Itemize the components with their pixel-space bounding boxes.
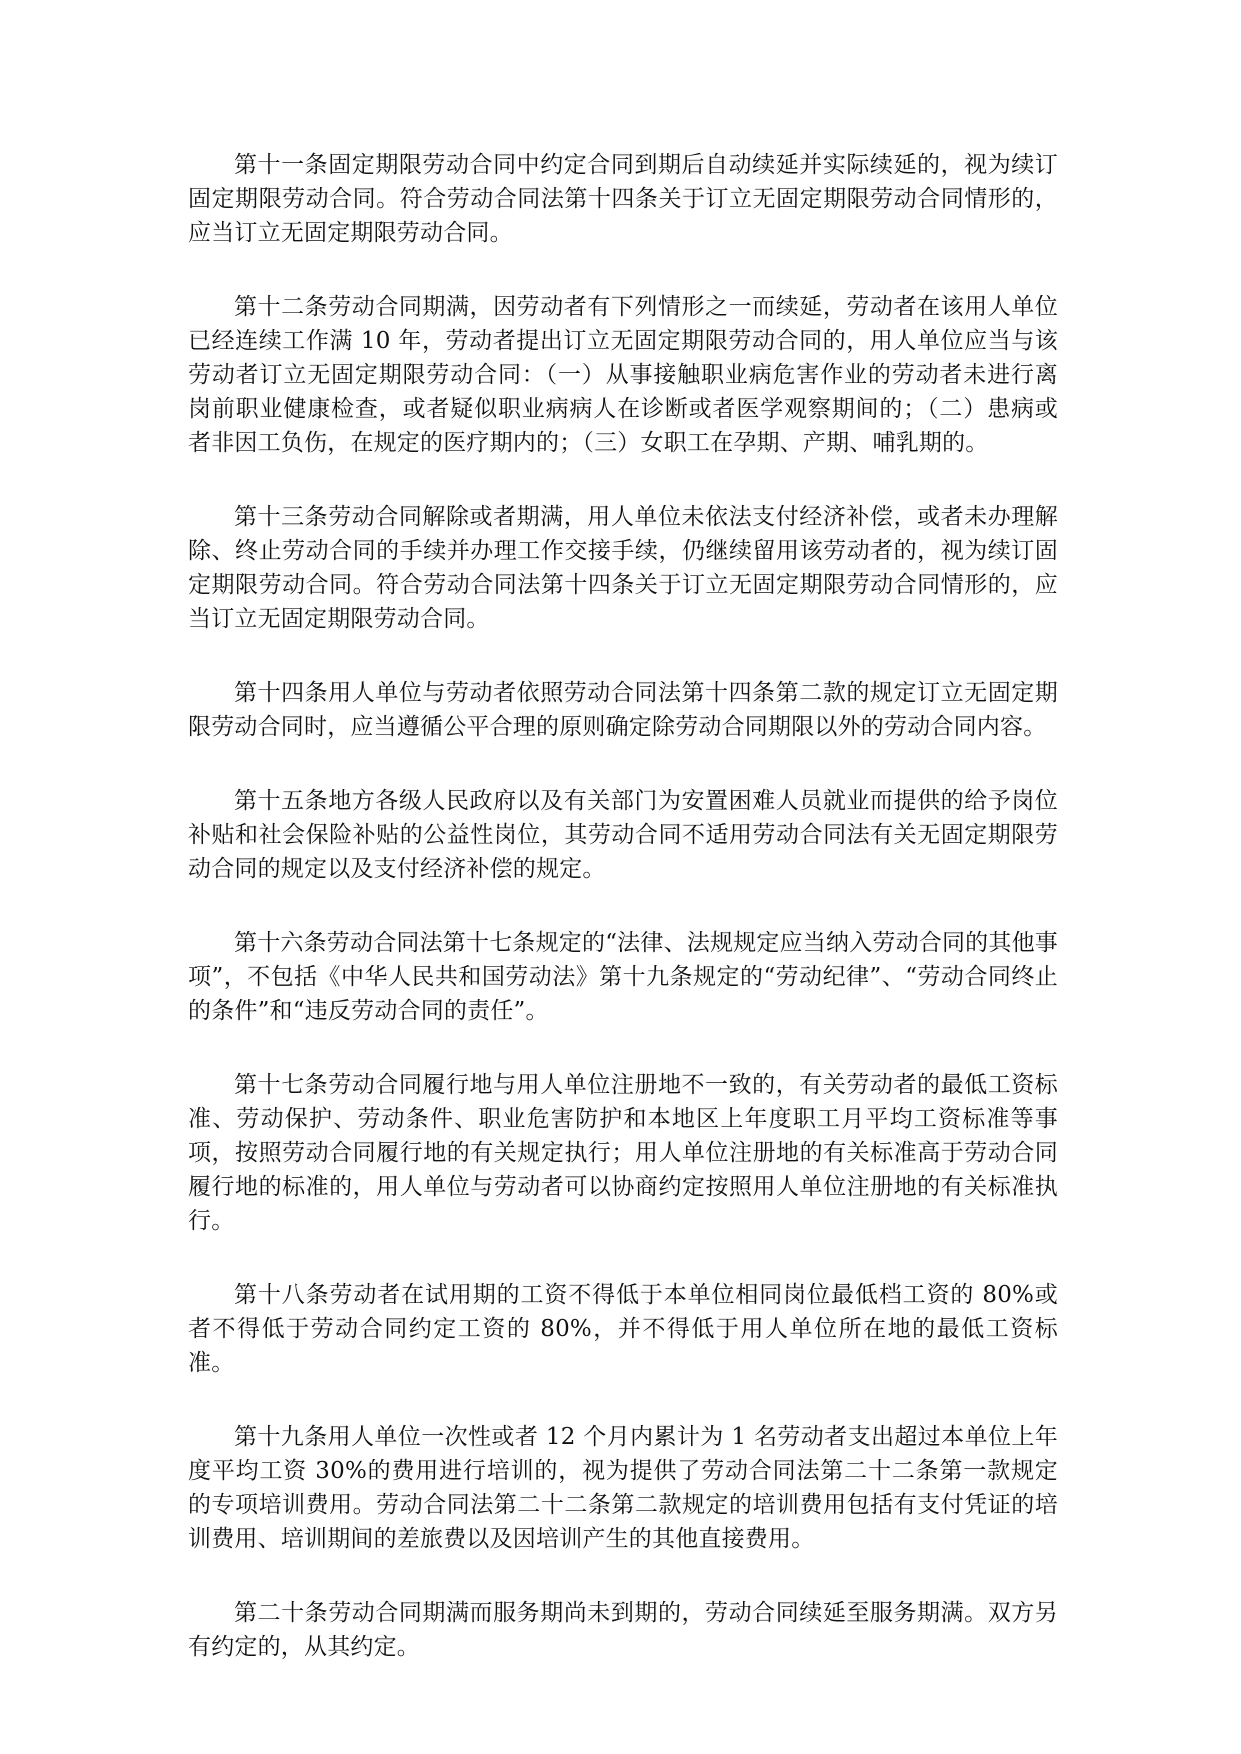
article-11-paragraph: 第十一条固定期限劳动合同中约定合同到期后自动续延并实际续延的，视为续订固定期限劳动合同。符合劳动合同法第十四条关于订立无固定期限劳动合同情形的，应当订立无固定期限劳动合同。 [188,152,1058,246]
article-13-paragraph: 第十三条劳动合同解除或者期满，用人单位未依法支付经济补偿，或者未办理解除、终止劳动合同的手续并办理工作交接手续，仍继续留用该劳动者的，视为续订固定期限劳动合同。符合劳动合同法第十四条关于订立无固定期限劳动合同情形的，应当订立无固定期限劳动合同。 [188,504,1058,632]
article-17-paragraph: 第十七条劳动合同履行地与用人单位注册地不一致的，有关劳动者的最低工资标准、劳动保护、劳动条件、职业危害防护和本地区上年度职工月平均工资标准等事项，按照劳动合同履行地的有关规定执行；用人单位注册地的有关标准高于劳动合同履行地的标准的，用人单位与劳动者可以协商约定按照用人单位注册地的有关标准执行。 [188,1072,1058,1234]
article-12-paragraph: 第十二条劳动合同期满，因劳动者有下列情形之一而续延，劳动者在该用人单位已经连续工作满 10 年，劳动者提出订立无固定期限劳动合同的，用人单位应当与该劳动者订立无固定期限劳动合同：（一）从事接触职业病危害作业的劳动者未进行离岗前职业健康检查，或者疑似职业病病人在诊断或者医学观察期间的；（二）患病或者非因工负伤，在规定的医疗期内的；（三）女职工在孕期、产期、哺乳期的。 [188,294,1058,456]
article-15-paragraph: 第十五条地方各级人民政府以及有关部门为安置困难人员就业而提供的给予岗位补贴和社会保险补贴的公益性岗位，其劳动合同不适用劳动合同法有关无固定期限劳动合同的规定以及支付经济补偿的规定。 [188,788,1058,882]
article-18-paragraph: 第十八条劳动者在试用期的工资不得低于本单位相同岗位最低档工资的 80%或者不得低于劳动合同约定工资的 80%，并不得低于用人单位所在地的最低工资标准。 [188,1282,1058,1376]
article-16-paragraph: 第十六条劳动合同法第十七条规定的“法律、法规规定应当纳入劳动合同的其他事项”，不包括《中华人民共和国劳动法》第十九条规定的“劳动纪律”、“劳动合同终止的条件”和“违反劳动合同的责任”。 [188,930,1058,1024]
article-20-paragraph: 第二十条劳动合同期满而服务期尚未到期的，劳动合同续延至服务期满。双方另有约定的，从其约定。 [188,1600,1058,1660]
article-14-paragraph: 第十四条用人单位与劳动者依照劳动合同法第十四条第二款的规定订立无固定期限劳动合同时，应当遵循公平合理的原则确定除劳动合同期限以外的劳动合同内容。 [188,680,1058,740]
article-19-paragraph: 第十九条用人单位一次性或者 12 个月内累计为 1 名劳动者支出超过本单位上年度平均工资 30%的费用进行培训的，视为提供了劳动合同法第二十二条第一款规定的专项培训费用。劳动合同法第二十二条第二款规定的培训费用包括有支付凭证的培训费用、培训期间的差旅费以及因培训产生的其他直接费用。 [188,1424,1058,1552]
document-body [188,148,1058,1664]
